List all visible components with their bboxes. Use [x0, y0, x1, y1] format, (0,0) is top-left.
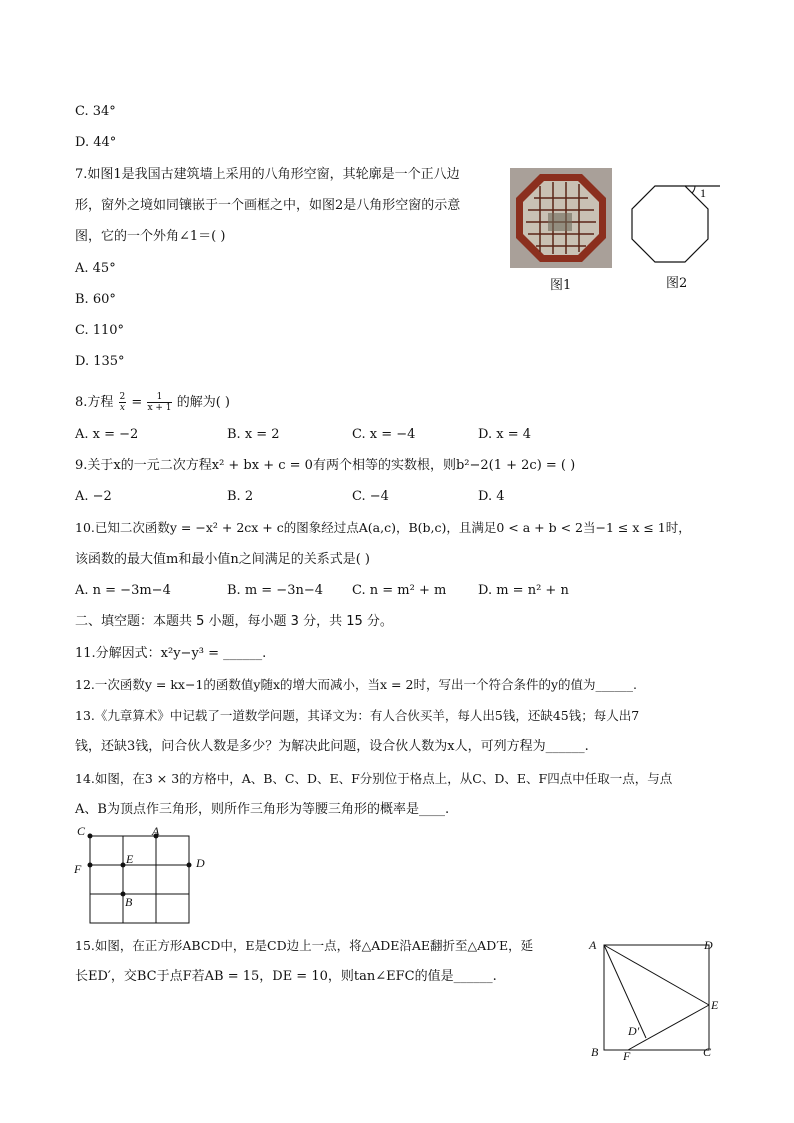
figure2-caption: 图2	[666, 276, 688, 291]
q9-option-d: D. 4	[478, 489, 505, 504]
grid-label-e: E	[126, 852, 134, 866]
q10-option-a: A. n = −3m−4	[75, 583, 171, 598]
q13-stem-line2: 钱，还缺3钱，问合伙人数是多少？为解决此问题，设合伙人数为x人，可列方程为______.	[75, 739, 589, 754]
q13-stem-line1: 13.《九章算术》中记载了一道数学问题，其译文为：有人合伙买羊，每人出5钱，还缺45钱；每人出7	[75, 708, 640, 723]
q10-option-d: D. m = n² + n	[478, 583, 569, 598]
octagon-diagram	[628, 182, 724, 268]
square-label-a: A	[589, 938, 597, 952]
grid-3x3-figure	[72, 826, 212, 926]
q8-stem-suffix: 的解为( )	[176, 395, 230, 410]
q8-option-b: B. x = 2	[227, 427, 280, 442]
q10-option-b: B. m = −3n−4	[227, 583, 324, 598]
square-label-c: C	[703, 1045, 712, 1059]
q12-stem: 12.一次函数y = kx−1的函数值y随x的增大而减小，当x = 2时，写出一个符合条件的y的值为______.	[75, 677, 637, 692]
q10-stem-line1: 10.已知二次函数y = −x² + 2cx + c的图象经过点A(a,c)，B(b,c)，且满足0 < a + b < 2当−1 ≤ x ≤ 1时，	[75, 520, 691, 535]
figure1-caption: 图1	[550, 278, 572, 293]
q7-stem-line2: 形，窗外之境如同镶嵌于一个画框之中，如图2是八角形空窗的示意	[75, 198, 461, 213]
q8-option-d: D. x = 4	[478, 427, 531, 442]
square-fold-figure	[586, 932, 726, 1064]
q8-fraction-left: $\frac{2}{x}$	[119, 392, 126, 413]
grid-label-b: B	[125, 895, 133, 909]
q11-stem: 11.分解因式：x²y−y³ = ______.	[75, 646, 267, 661]
q15-stem-line2: 长ED′，交BC于点F若AB = 15，DE = 10，则tan∠EFC的值是______.	[75, 969, 497, 984]
q8-option-a: A. x = −2	[75, 427, 139, 442]
q10-option-c: C. n = m² + m	[352, 583, 447, 598]
square-label-d: D	[704, 938, 713, 952]
grid-label-c: C	[77, 826, 86, 838]
section-fill-in-blank-heading: 二、填空题：本题共 5 小题，每小题 3 分，共 15 分。	[75, 614, 393, 629]
q7-option-b: B. 60°	[75, 292, 116, 307]
q6-option-c: C. 34°	[75, 104, 116, 119]
q8-stem: 8.方程 $\frac{2}{x}$ = $\frac{1}{x + 1}$ 的解为( )	[75, 392, 230, 413]
q7-stem-line1: 7.如图1是我国古建筑墙上采用的八角形空窗，其轮廓是一个正八边	[75, 167, 460, 182]
q8-fraction-right: $\frac{1}{x + 1}$	[147, 392, 172, 413]
q9-option-b: B. 2	[227, 489, 254, 504]
square-label-dprime: D′	[628, 1024, 640, 1038]
q14-stem-line1: 14.如图，在3 × 3的方格中，A、B、C、D、E、F分别位于格点上，从C、D、E、F四点中任取一点，与点	[75, 771, 673, 786]
grid-label-d: D	[196, 856, 205, 870]
angle-1-label: 1	[700, 186, 706, 200]
q10-stem-line2: 该函数的最大值m和最小值n之间满足的关系式是( )	[75, 552, 370, 567]
q8-stem-prefix: 8.方程	[75, 395, 114, 410]
square-label-f: F	[623, 1049, 631, 1063]
q7-option-a: A. 45°	[75, 261, 116, 276]
square-label-b: B	[591, 1045, 599, 1059]
q15-stem-line1: 15.如图，在正方形ABCD中，E是CD边上一点，将△ADE沿AE翻折至△AD′E，延	[75, 938, 534, 953]
q14-stem-line2: A、B为顶点作三角形，则所作三角形为等腰三角形的概率是____.	[75, 802, 450, 817]
q7-option-c: C. 110°	[75, 323, 125, 338]
q8-option-c: C. x = −4	[352, 427, 416, 442]
square-label-e: E	[711, 998, 719, 1012]
q9-option-c: C. −4	[352, 489, 389, 504]
q7-stem-line3: 图，它的一个外角∠1＝( )	[75, 229, 226, 244]
grid-label-f: F	[74, 862, 82, 876]
q6-option-d: D. 44°	[75, 135, 117, 150]
q9-option-a: A. −2	[75, 489, 112, 504]
octagon-window-photo	[510, 168, 612, 268]
grid-label-a: A	[152, 826, 160, 838]
q9-stem: 9.关于x的一元二次方程x² + bx + c = 0有两个相等的实数根，则b²−2(1 + 2c) = ( )	[75, 458, 576, 473]
q7-option-d: D. 135°	[75, 354, 125, 369]
